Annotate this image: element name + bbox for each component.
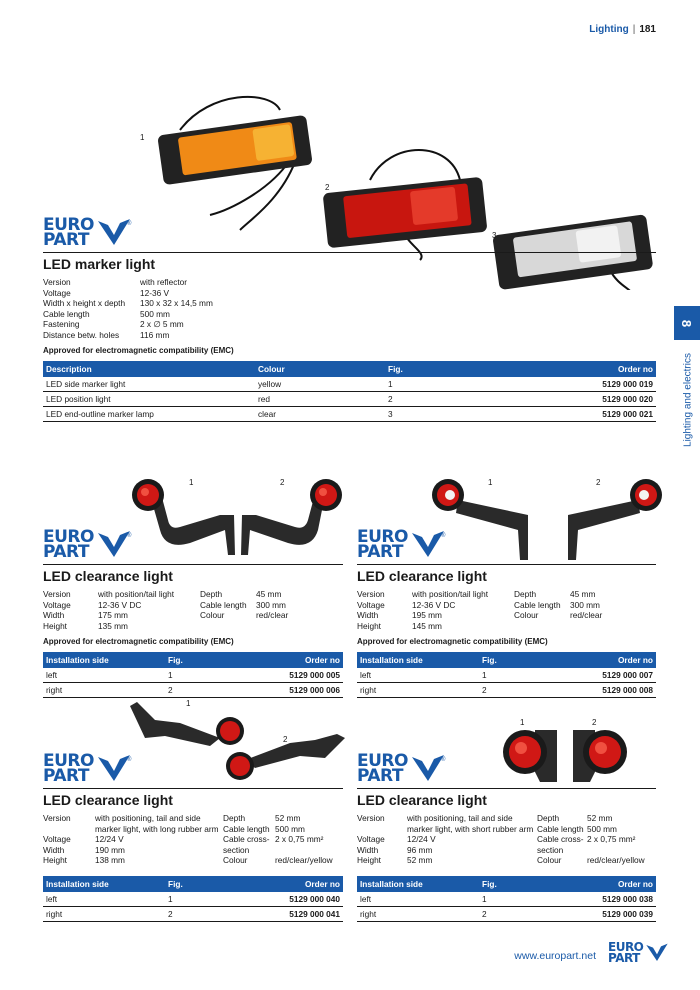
fig-label-1: 1 bbox=[488, 478, 493, 487]
red-marker-light-image bbox=[323, 150, 488, 260]
yellow-marker-light-image bbox=[157, 97, 312, 230]
section-name: Lighting bbox=[589, 24, 629, 35]
table-row: LED end-outline marker lamp clear 3 5129 000 021 bbox=[43, 407, 656, 422]
section-clearance-light-2 bbox=[357, 564, 656, 698]
svg-text:®: ® bbox=[126, 533, 132, 539]
table-row: left 1 5129 000 038 bbox=[357, 892, 656, 907]
section-clearance-light-3 bbox=[43, 788, 343, 922]
europart-logo: EURO PART ® bbox=[357, 527, 446, 562]
svg-text:®: ® bbox=[126, 221, 132, 227]
spec-list: Version with positioning, tail and side marker light, with long rubber arm Voltage 12/24 V Width 190 mm Height 138 mm bbox=[43, 813, 219, 865]
footer-europart-logo: EURO PART bbox=[608, 942, 669, 964]
europart-logo: EURO PART ® bbox=[43, 215, 132, 250]
europart-check-icon bbox=[410, 753, 446, 785]
emc-note: Approved for electromagnetic compatibility (EMC) bbox=[43, 637, 234, 646]
spec-list: Depth 45 mm Cable length 300 mm Colour red/clear bbox=[514, 589, 603, 620]
table-row: left 1 5129 000 007 bbox=[357, 668, 656, 683]
order-table: Installation side Fig. Order no left 1 5129 000 005 right 2 5129 000 006 bbox=[43, 652, 343, 698]
table-row: LED position light red 2 5129 000 020 bbox=[43, 392, 656, 407]
page-number: 181 bbox=[639, 24, 656, 35]
page-header: Lighting | 181 bbox=[589, 24, 656, 35]
chapter-number: 8 bbox=[679, 319, 695, 327]
europart-logo: EURO PART ® bbox=[357, 751, 446, 786]
order-table: Installation side Fig. Order no left 1 5129 000 038 right 2 5129 000 039 bbox=[357, 876, 656, 922]
fig-label-2: 2 bbox=[596, 478, 601, 487]
fig-label-2: 2 bbox=[325, 183, 330, 192]
fig-label-3: 3 bbox=[492, 231, 497, 240]
table-row: left 1 5129 000 040 bbox=[43, 892, 343, 907]
section-title: LED clearance light bbox=[43, 788, 343, 811]
fig-label-1: 1 bbox=[520, 718, 525, 727]
table-row: right 2 5129 000 008 bbox=[357, 683, 656, 698]
emc-note: Approved for electromagnetic compatibility (EMC) bbox=[43, 346, 234, 355]
emc-note: Approved for electromagnetic compatibility (EMC) bbox=[357, 637, 548, 646]
svg-text:®: ® bbox=[440, 757, 446, 763]
clearance-light-long-images bbox=[130, 475, 350, 570]
chapter-label-text: Lighting and electrics bbox=[682, 353, 694, 447]
europart-check-icon bbox=[96, 529, 132, 561]
spec-list: Version with position/tail light Voltage 12-36 V DC Width 175 mm Height 135 mm bbox=[43, 589, 175, 631]
fig-label-2: 2 bbox=[592, 718, 597, 727]
spec-list: Version with position/tail light Voltage 12-36 V DC Width 195 mm Height 145 mm bbox=[357, 589, 489, 631]
table-row: right 2 5129 000 006 bbox=[43, 683, 343, 698]
spec-list: Version with reflector Voltage 12-36 V Width x height x depth 130 x 32 x 14,5 mm Cable length 500 mm Fastening 2 x ∅ 5 mm Distance betw. holes 116 mm bbox=[43, 277, 213, 340]
section-title: LED clearance light bbox=[357, 564, 656, 587]
europart-check-icon bbox=[410, 529, 446, 561]
fig-label-1: 1 bbox=[186, 699, 191, 708]
section-clearance-light-1 bbox=[43, 564, 343, 698]
order-table: Installation side Fig. Order no left 1 5129 000 007 right 2 5129 000 008 bbox=[357, 652, 656, 698]
spec-list: Depth 45 mm Cable length 300 mm Colour red/clear bbox=[200, 589, 289, 620]
table-row: LED side marker light yellow 1 5129 000 019 bbox=[43, 377, 656, 392]
order-table: Installation side Fig. Order no left 1 5129 000 040 right 2 5129 000 041 bbox=[43, 876, 343, 922]
fig-label-1: 1 bbox=[140, 133, 145, 142]
clearance-light-images bbox=[428, 475, 668, 565]
chapter-tab bbox=[674, 306, 700, 340]
europart-check-icon bbox=[96, 753, 132, 785]
spec-list: Depth 52 mm Cable length 500 mm Cable cross-section 2 x 0,75 mm² Colour red/clear/yellow bbox=[537, 813, 645, 865]
spec-list: Version with positioning, tail and side marker light, with short rubber arm Voltage 12/24 V Width 96 mm Height 52 mm bbox=[357, 813, 534, 865]
table-row: right 2 5129 000 041 bbox=[43, 906, 343, 921]
section-title: LED marker light bbox=[43, 252, 656, 275]
table-row: left 1 5129 000 005 bbox=[43, 668, 343, 683]
table-row: right 2 5129 000 039 bbox=[357, 906, 656, 921]
section-led-marker-light bbox=[43, 252, 656, 422]
website-link[interactable]: www.europart.net bbox=[514, 950, 596, 962]
section-title: LED clearance light bbox=[43, 564, 343, 587]
clearance-light-long-arm-images bbox=[125, 698, 350, 790]
fig-label-2: 2 bbox=[280, 478, 285, 487]
europart-logo: EURO PART ® bbox=[43, 751, 132, 786]
svg-text:®: ® bbox=[440, 533, 446, 539]
clearance-light-short-arm-images bbox=[495, 722, 635, 787]
europart-logo: EURO PART ® bbox=[43, 527, 132, 562]
europart-check-icon bbox=[96, 217, 132, 249]
section-clearance-light-4 bbox=[357, 788, 656, 922]
order-table: Description Colour Fig. Order no LED side marker light yellow 1 5129 000 019 LED position light red 2 5129 000 020 LED end-outline marker lamp clear 3 5129 000 021 bbox=[43, 361, 656, 422]
fig-label-2: 2 bbox=[283, 735, 288, 744]
fig-label-1: 1 bbox=[189, 478, 194, 487]
section-title: LED clearance light bbox=[357, 788, 656, 811]
spec-list: Depth 52 mm Cable length 500 mm Cable cross-section 2 x 0,75 mm² Colour red/clear/yellow bbox=[223, 813, 333, 865]
europart-check-icon bbox=[645, 942, 669, 964]
chapter-label bbox=[678, 350, 698, 450]
svg-text:®: ® bbox=[126, 757, 132, 763]
